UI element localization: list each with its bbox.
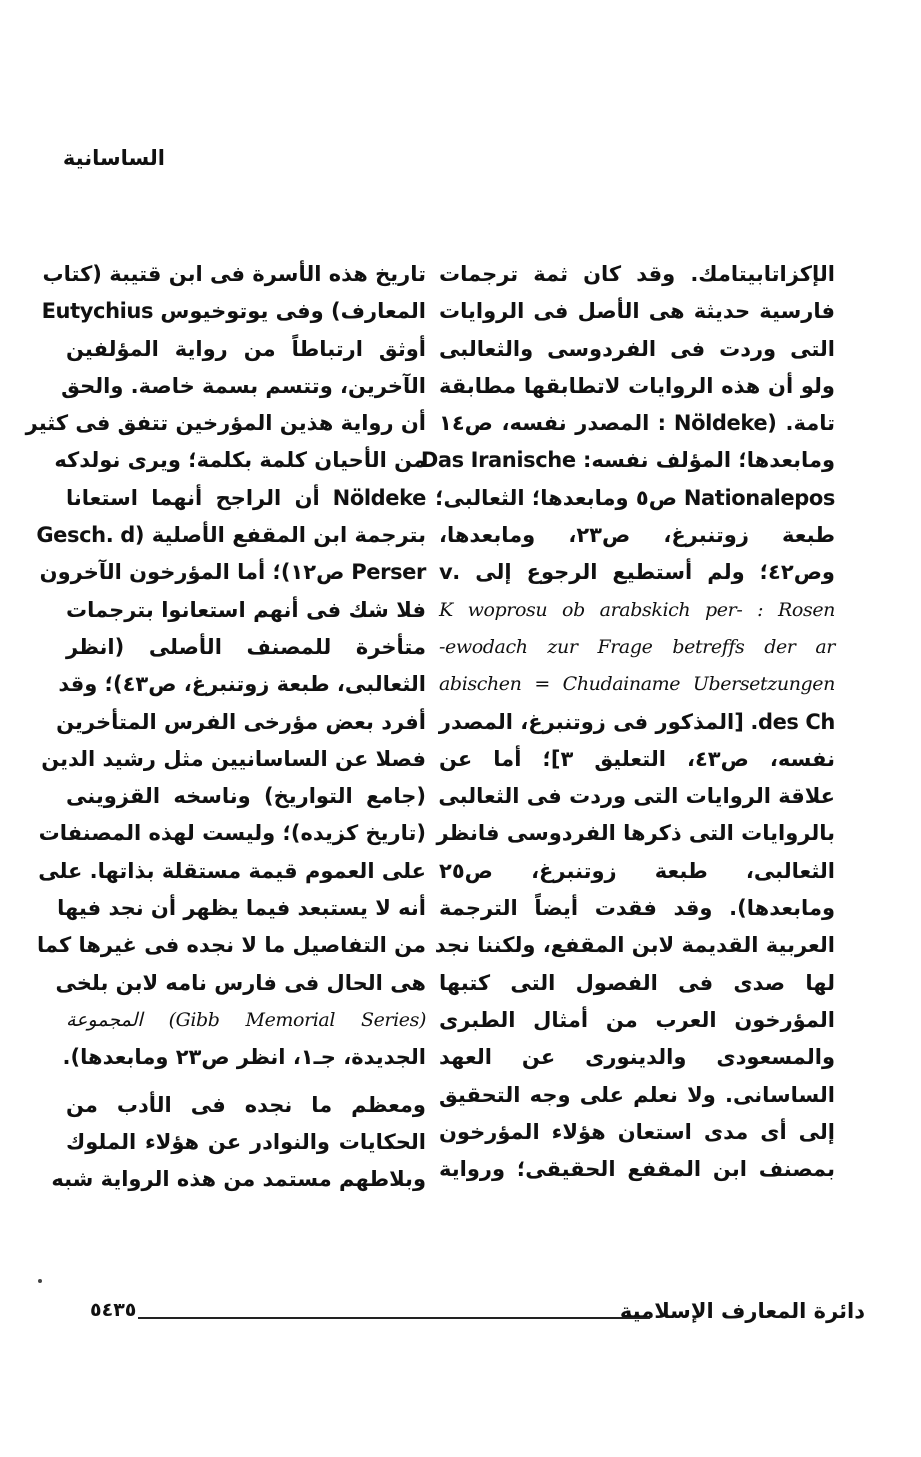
text-line: الآخرين، وتتسم بسمة خاصة. والحق xyxy=(61,373,426,398)
paragraph-gap xyxy=(66,1077,426,1087)
text-line: (Gibb Memorial Series) المجموعة xyxy=(66,1008,426,1031)
text-line: المؤرخون العرب من أمثال الطبرى xyxy=(439,1007,835,1032)
text-line: لها صدى فى الفصول التى كتبها xyxy=(439,970,835,995)
text-line: من الأحيان كلمة بكلمة؛ ويرى نولدكه xyxy=(54,448,426,473)
text-line: وص٤٢؛ ولم أستطيع الرجوع إلى .v xyxy=(439,560,835,585)
print-speck xyxy=(38,1279,42,1283)
text-line: أن رواية هذين المؤرخين تتفق فى كثير xyxy=(25,411,426,436)
text-line: الساسانى. ولا نعلم على وجه التحقيق xyxy=(439,1082,835,1107)
text-line: المعارف) وفى يوتوخيوس Eutychius xyxy=(41,299,426,324)
text-line: طبعة زوتنبرغ، ص٢٣، ومابعدها، xyxy=(439,523,835,548)
text-line: Perser ص١٢)؛ أما المؤرخون الآخرون xyxy=(39,560,426,585)
footer-publication-title: دائرة المعارف الإسلامية xyxy=(619,1299,865,1323)
text-line: ومابعدها؛ المؤلف نفسه: Das Iranische xyxy=(420,448,835,473)
text-line: أوثق ارتباطاً من رواية المؤلفين xyxy=(66,336,426,361)
text-line: K woprosu ob arabskich per- : Rosen xyxy=(439,598,835,621)
text-line: أفرد بعض مؤرخى الفرس المتأخرين xyxy=(56,709,426,734)
text-line: الحكايات والنوادر عن هؤلاء الملوك xyxy=(66,1129,426,1154)
text-line: متأخرة للمصنف الأصلى (انظر xyxy=(66,634,426,659)
text-line: Nationalepos ص٥ ومابعدها؛ الثعالبى؛ xyxy=(435,485,835,510)
footer-rule xyxy=(138,1317,650,1319)
text-line: التى وردت فى الفردوسى والثعالبى xyxy=(439,336,835,361)
text-line: والمسعودى والدينورى عن العهد xyxy=(439,1045,835,1070)
left-text-column xyxy=(25,256,426,1198)
text-line: تامة. (Nöldeke : المصدر نفسه، ص١٤ xyxy=(439,411,835,436)
text-line: ewodach zur Frage betreffs der ar- xyxy=(439,635,835,658)
text-line: فارسية حديثة هى الأصل فى الروايات xyxy=(439,299,835,324)
text-line: (تاريخ كزيده)؛ وليست لهذه المصنفات xyxy=(38,821,426,846)
text-line: نفسه، ص٤٣، التعليق ٣]؛ أما عن xyxy=(439,746,835,771)
text-line: هى الحال فى فارس نامه لابن بلخى xyxy=(55,970,426,995)
running-header: الساسانية xyxy=(62,146,165,170)
right-text-column xyxy=(420,256,835,1188)
text-line: des Ch. [المذكور فى زوتنبرغ، المصدر xyxy=(438,709,835,734)
text-line: فلا شك فى أنهم استعانوا بترجمات xyxy=(66,597,426,622)
text-line: العربية القديمة لابن المقفع، ولكننا نجد xyxy=(434,933,835,958)
page-number: ٥٤٣٥ xyxy=(90,1299,137,1321)
text-line: ومابعدها). وقد فقدت أيضاً الترجمة xyxy=(439,896,835,921)
text-line: الإكزاتابيتامك. وقد كان ثمة ترجمات xyxy=(439,262,835,286)
text-line: من التفاصيل ما لا نجده فى غيرها كما xyxy=(36,933,426,958)
text-line: وبلاطهم مستمد من هذه الرواية شبه xyxy=(51,1167,426,1192)
text-line: بترجمة ابن المقفع الأصلية (Gesch. d xyxy=(36,523,426,548)
text-line: Nöldeke أن الراجح أنهما استعانا xyxy=(66,485,426,510)
text-line: الثعالبى، طبعة زوتنبرغ، ص٤٣)؛ وقد xyxy=(58,672,426,697)
text-line: إلى أى مدى استعان هؤلاء المؤرخون xyxy=(439,1119,835,1144)
text-line: علاقة الروايات التى وردت فى الثعالبى xyxy=(438,784,835,809)
text-line: ومعظم ما نجده فى الأدب من xyxy=(66,1092,426,1117)
text-line: ولو أن هذه الروايات لاتطابقها مطابقة xyxy=(439,373,835,398)
text-line: أنه لا يستبعد فيما يظهر أن نجد فيها xyxy=(57,896,426,921)
text-line: abischen = Chudainame Ubersetzungen xyxy=(439,673,835,696)
text-line: بالروايات التى ذكرها الفردوسى فانظر xyxy=(436,821,835,846)
text-line: بمصنف ابن المقفع الحقيقى؛ ورواية xyxy=(439,1157,835,1182)
text-line: الثعالبى، طبعة زوتنبرغ، ص٢٥ xyxy=(439,858,835,883)
text-line: على العموم قيمة مستقلة بذاتها. على xyxy=(38,858,426,883)
text-line: تاريخ هذه الأسرة فى ابن قتيبة (كتاب xyxy=(42,262,426,286)
text-line: (جامع التواريخ) وناسخه القزوينى xyxy=(66,784,426,809)
text-line: الجديدة، جـ١، انظر ص٢٣ ومابعدها). xyxy=(62,1045,426,1070)
page-footer xyxy=(90,1295,865,1335)
text-line: فصلا عن الساسانيين مثل رشيد الدين xyxy=(41,746,426,771)
